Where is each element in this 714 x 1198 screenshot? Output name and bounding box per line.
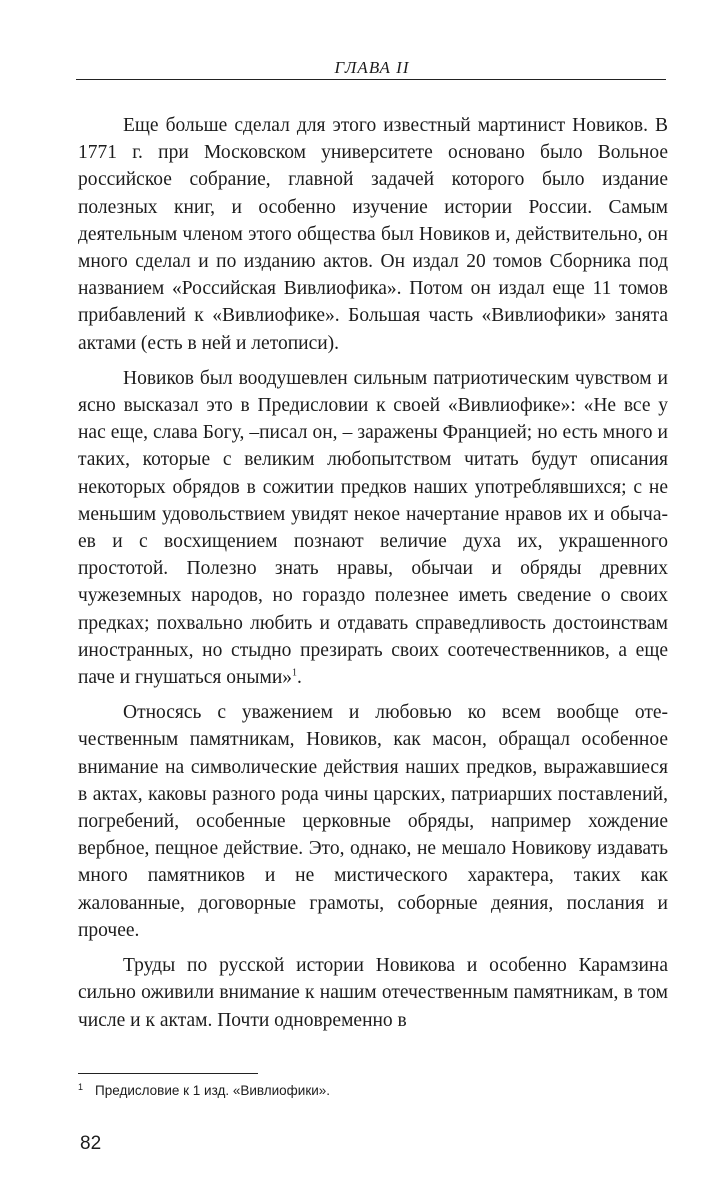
- header-rule: [76, 79, 666, 80]
- footnote-text: Предисловие к 1 изд. «Вивлиофики».: [95, 1083, 331, 1098]
- paragraph-3: Относясь с уважением и любовью ко всем вообще отечественным памятникам, Новиков, как масон, обращал особенное внимание на символические действия наших предков, выражавшиеся в актах, каковы разного рода чины царских, патриарших поставлений, погребений, особенные церковные обряды, например хождение вербное, пещное действие. Это, однако, не мешало Новикову издавать много памятников и не мистического характера, таких как жалованные, договорные грамоты, соборные деяния, послания и прочее.: [78, 702, 668, 941]
- footnote-mark: 1: [78, 1081, 84, 1092]
- paragraph-2: Новиков был воодушевлен сильным патриотическим чувством и ясно высказал это в Предисловии к своей «Вивлиофике»: «Не все у нас еще, слава Богу, –писал он, – заражены Францией; но есть много и таких, которые с великим любопытством читать будут описания некоторых обрядов в сожитии предков наших употреблявшихся; с не меньшим удовольствием увидят некое начертание нравов их и обычаев и с восхищением познают величие духа их, украшенного простотой. Полезно знать нравы, обычаи и обряды древних чужеземных народов, но гораздо полезнее иметь сведение о своих предках; похвально любить и отдавать справедливость достоинствам иностранных, но стыдно презирать своих соотечественников, а еще паче и гнушаться оными»$^1$.: [78, 367, 668, 689]
- footnote: [78, 1082, 668, 1100]
- running-head: ГЛАВА II: [334, 58, 410, 77]
- paragraph-2-text: Новиков был воодушевлен сильным патриотическим чувством и ясно высказал это в Предисловии к своей «Вивлиофике»: «Не все у нас еще, слава Богу, –писал он, – заражены Францией; но есть много и таких, которые с великим любопытством читать будут описания некоторых обрядов в сожитии предков наших употреблявшихся; с не меньшим удовольствием увидят некое начертание нравов их и обычаев и с восхищением познают величие духа их, украшенного простотой. Полезно знать нравы, обычаи и обряды древних чужеземных народов, но гораздо полезнее иметь сведение о своих предках; похвально любить и отдавать справедливость достоинствам иностранных, но стыдно презирать своих соотечественников, а еще паче и гнушаться оными»: [78, 367, 668, 689]
- page-number: 82: [80, 1133, 102, 1154]
- main-text: [78, 112, 668, 1042]
- paragraph-4: Труды по русской истории Новикова и особенно Карамзина сильно оживили внимание к нашим отечественным памятникам, в том числе и к актам. Почти одновременно в: [78, 955, 668, 1031]
- footnote-rule: [78, 1073, 258, 1074]
- paragraph-1: Еще больше сделал для этого известный мартинист Новиков. В 1771 г. при Московском университете основано было Вольное российское собрание, главной задачей которого было издание полезных книг, и особенно изучение истории России. Самым деятельным членом этого общества был Новиков и, действительно, он много сделал и по изданию актов. Он издал 20 томов Сборника под названием «Российская Вивлиофика». Потом он издал еще 11 томов прибавлений к «Вивлиофике». Большая часть «Вивлиофики» занята актами (есть в ней и летописи).: [78, 115, 668, 354]
- footnote-reference: 1: [292, 667, 298, 679]
